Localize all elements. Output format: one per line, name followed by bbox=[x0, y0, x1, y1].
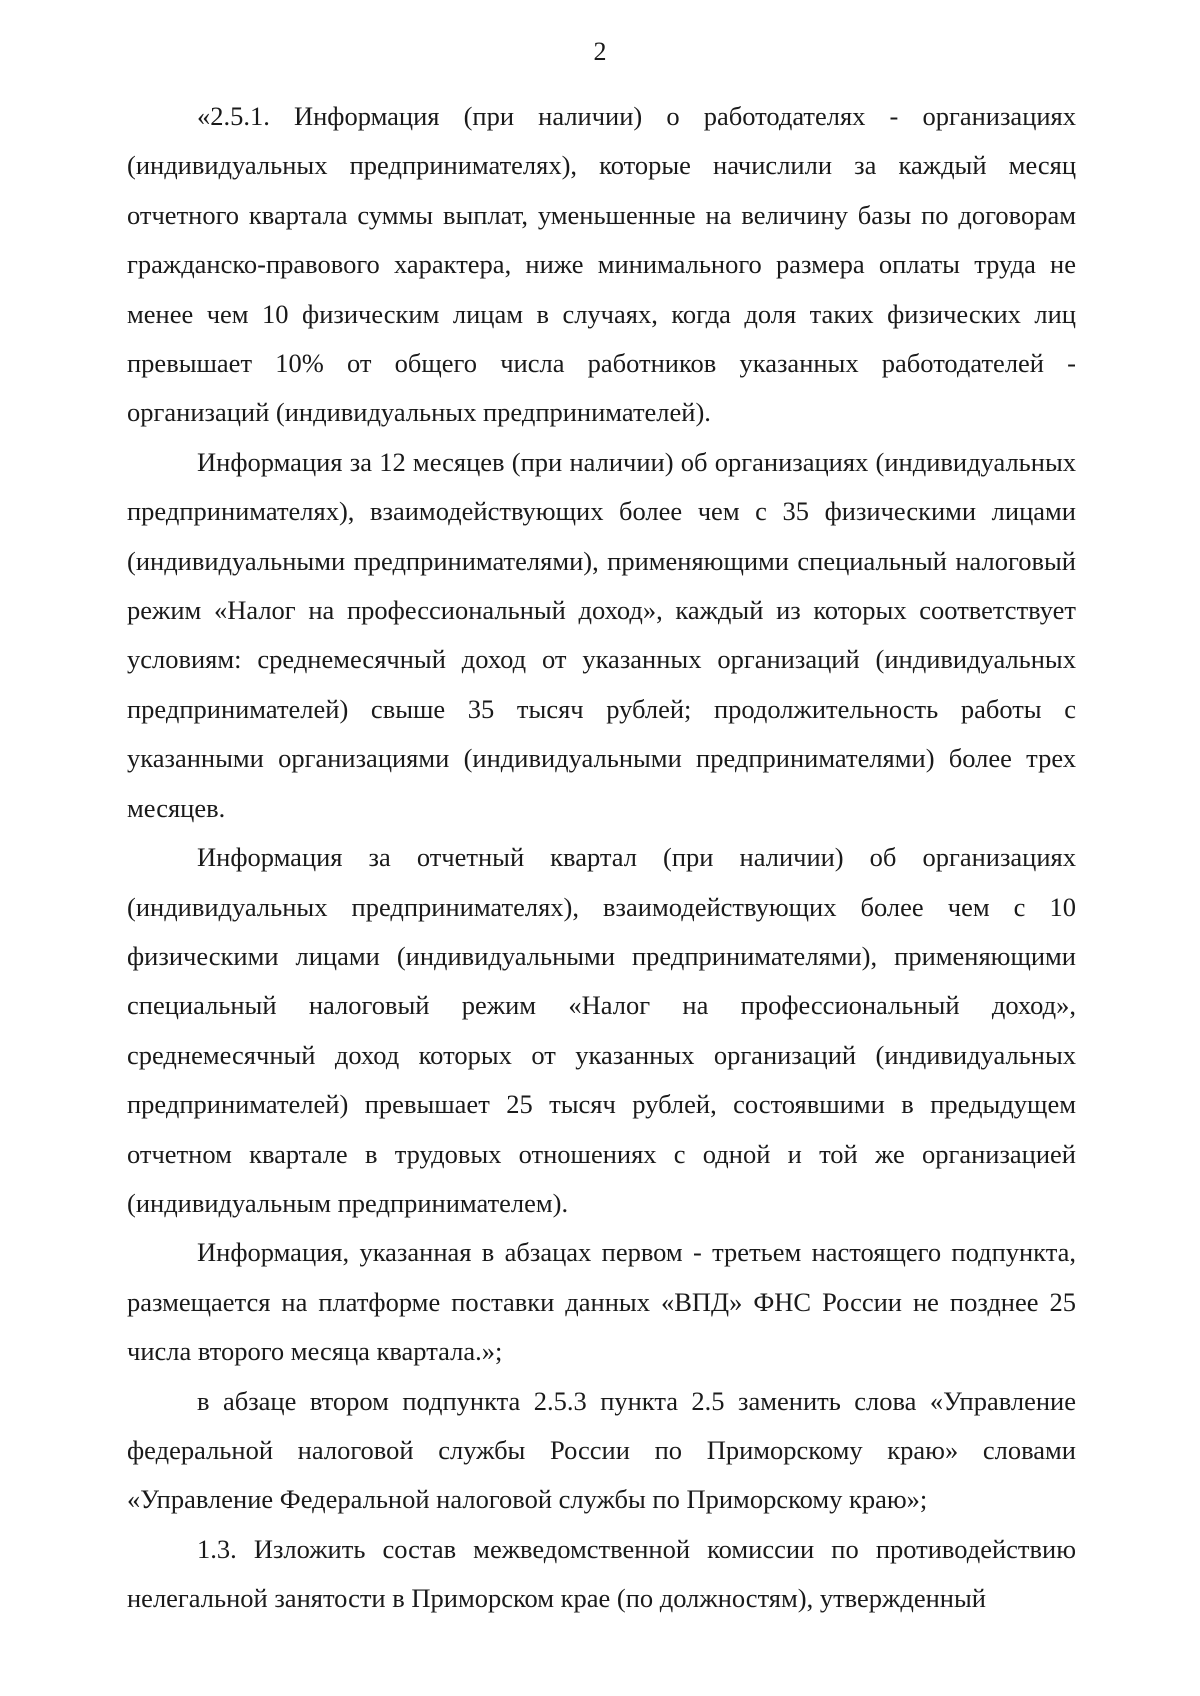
document-body bbox=[127, 92, 1076, 1624]
paragraph-12-months-info: Информация за 12 месяцев (при наличии) об организациях (индивидуальных предпринимателях), взаимодействующих более чем с 35 физическими лицами (индивидуальными предпринимателями), применяющими специальный налоговый режим «Налог на профессиональный доход», каждый из которых соответствует условиям: среднемесячный доход от указанных организаций (индивидуальных предпринимателей) свыше 35 тысяч рублей; продолжительность работы с указанными организациями (индивидуальными предпринимателями) более трех месяцев. bbox=[127, 446, 1076, 823]
page-number: 2 bbox=[593, 37, 607, 66]
paragraph-1-3-commission: 1.3. Изложить состав межведомственной комиссии по противодействию нелегальной занятости в Приморском крае (по должностям), утвержденный bbox=[127, 1533, 1076, 1614]
paragraph-publication-rule: Информация, указанная в абзацах первом - третьем настоящего подпункта, размещается на платформе поставки данных «ВПД» ФНС России не позднее 25 числа второго месяца квартала.»; bbox=[127, 1237, 1076, 1367]
paragraph-quarter-info: Информация за отчетный квартал (при наличии) об организациях (индивидуальных предпринимателях), взаимодействующих более чем с 10 физическими лицами (индивидуальными предпринимателями), применяющими специальный налоговый режим «Налог на профессиональный доход», среднемесячный доход которых от указанных организаций (индивидуальных предпринимателей) превышает 25 тысяч рублей, состоявшими в предыдущем отчетном квартале в трудовых отношениях с одной и той же организацией (индивидуальным предпринимателем). bbox=[127, 842, 1076, 1218]
paragraph-2-5-1: «2.5.1. Информация (при наличии) о работодателях - организациях (индивидуальных предпринимателях), которые начислили за каждый месяц отчетного квартала суммы выплат, уменьшенные на величину базы по договорам гражданско-правового характера, ниже минимального размера оплаты труда не менее чем 10 физическим лицам в случаях, когда доля таких физических лиц превышает 10% от общего числа работников указанных работодателей - организаций (индивидуальных предпринимателей). bbox=[127, 101, 1076, 428]
paragraph-2-5-3-amendment: в абзаце втором подпункта 2.5.3 пункта 2.5 заменить слова «Управление федеральной налоговой службы России по Приморскому краю» словами «Управление Федеральной налоговой службы по Приморскому краю»; bbox=[127, 1385, 1076, 1515]
